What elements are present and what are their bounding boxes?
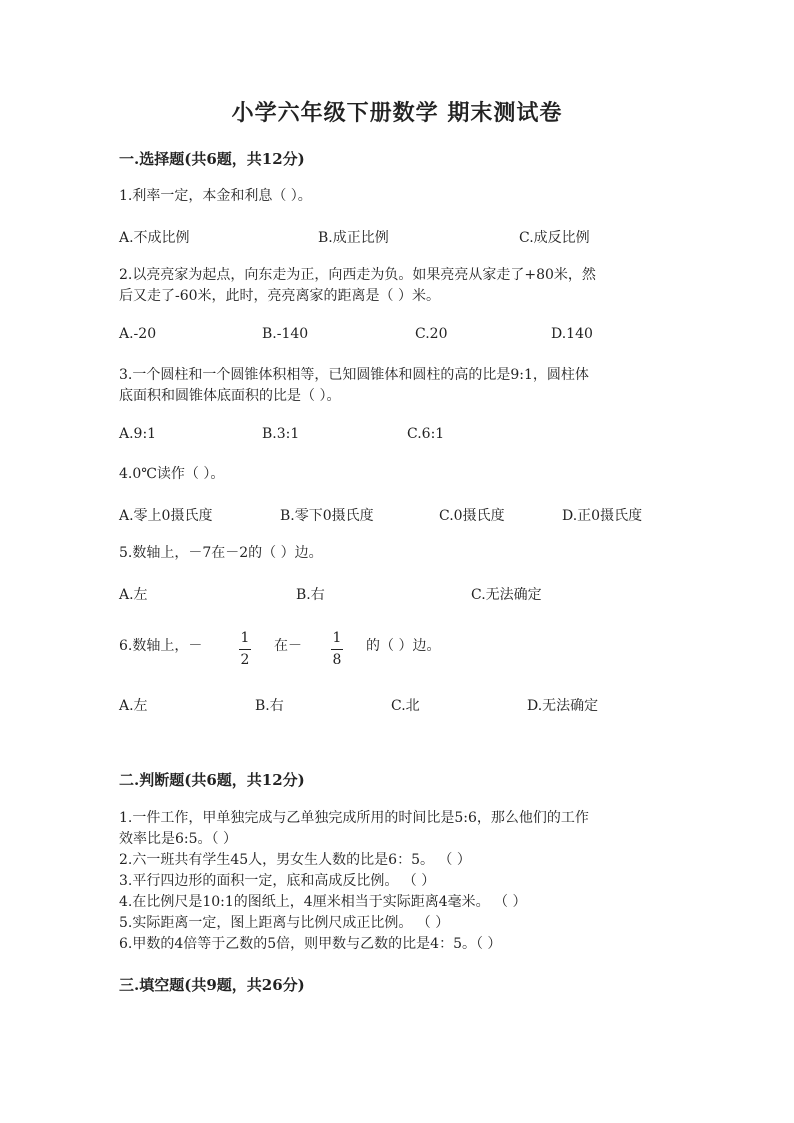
q2-option-d: D.140 [551,326,593,342]
judgment-item-3: 3.平行四边形的面积一定，底和高成反比例。 （ ） [119,873,436,889]
section-heading-judgment: 二.判断题(共6题，共12分) [119,771,305,789]
fraction-bar [331,649,343,650]
question-3-line1: 3.一个圆柱和一个圆锥体积相等，已知圆锥体和圆柱的高的比是9:1，圆柱体 [119,367,589,383]
question-4: 4.0℃读作（ ）。 [119,466,225,482]
q6-option-d: D.无法确定 [527,698,599,714]
q6-option-a: A.左 [119,698,148,714]
q5-option-b: B.右 [296,587,325,603]
q6-option-b: B.右 [255,698,284,714]
judgment-item-1-line2: 效率比是6:5。（ ） [119,831,237,847]
q4-option-b: B.零下0摄氏度 [280,508,374,524]
fraction-denominator: 8 [332,652,342,668]
q1-option-c: C.成反比例 [519,230,590,246]
judgment-item-6: 6.甲数的4倍等于乙数的5倍，则甲数与乙数的比是4：5。（ ） [119,936,502,952]
q3-option-b: B.3:1 [262,426,300,442]
q6-option-c: C.北 [391,698,420,714]
question-5: 5.数轴上，－7在－2的（ ）边。 [119,545,323,561]
question-1: 1.利率一定，本金和利息（ ）。 [119,188,312,204]
question-6-prefix: 6.数轴上，－ [119,638,203,654]
q2-option-b: B.-140 [262,326,309,342]
section-heading-fill-blank: 三.填空题(共9题，共26分) [119,976,305,994]
fraction-bar [239,649,251,650]
page-title: 小学六年级下册数学 期末测试卷 [231,100,563,126]
q1-option-a: A.不成比例 [119,230,190,246]
q1-option-b: B.成正比例 [318,230,389,246]
q6-fraction-one-half [239,630,251,669]
question-6-suffix: 的（ ）边。 [366,638,441,654]
q3-option-a: A.9:1 [119,426,157,442]
q3-option-c: C.6:1 [407,426,445,442]
q6-fraction-one-eighth [331,630,343,669]
question-3-line2: 底面积和圆锥体底面积的比是（ ）。 [119,388,341,404]
judgment-item-2: 2.六一班共有学生45人，男女生人数的比是6：5。 （ ） [119,852,471,868]
judgment-item-1-line1: 1.一件工作，甲单独完成与乙单独完成所用的时间比是5:6，那么他们的工作 [119,810,589,826]
fraction-denominator: 2 [240,652,250,668]
q4-option-c: C.0摄氏度 [439,508,505,524]
question-6-middle: 在－ [274,638,302,654]
q4-option-a: A.零上0摄氏度 [119,508,213,524]
q4-option-d: D.正0摄氏度 [562,508,643,524]
q2-option-a: A.-20 [119,326,157,342]
fraction-numerator: 1 [240,630,250,646]
q2-option-c: C.20 [415,326,448,342]
question-2-line2: 后又走了-60米，此时，亮亮离家的距离是（ ）米。 [119,288,440,304]
q5-option-a: A.左 [119,587,148,603]
question-2-line1: 2.以亮亮家为起点，向东走为正，向西走为负。如果亮亮从家走了+80米，然 [119,267,596,283]
section-heading-choice: 一.选择题(共6题，共12分) [119,150,305,168]
q5-option-c: C.无法确定 [471,587,542,603]
fraction-numerator: 1 [332,630,342,646]
judgment-item-5: 5.实际距离一定，图上距离与比例尺成正比例。 （ ） [119,915,450,931]
judgment-item-4: 4.在比例尺是10:1的图纸上，4厘米相当于实际距离4毫米。 （ ） [119,894,527,910]
